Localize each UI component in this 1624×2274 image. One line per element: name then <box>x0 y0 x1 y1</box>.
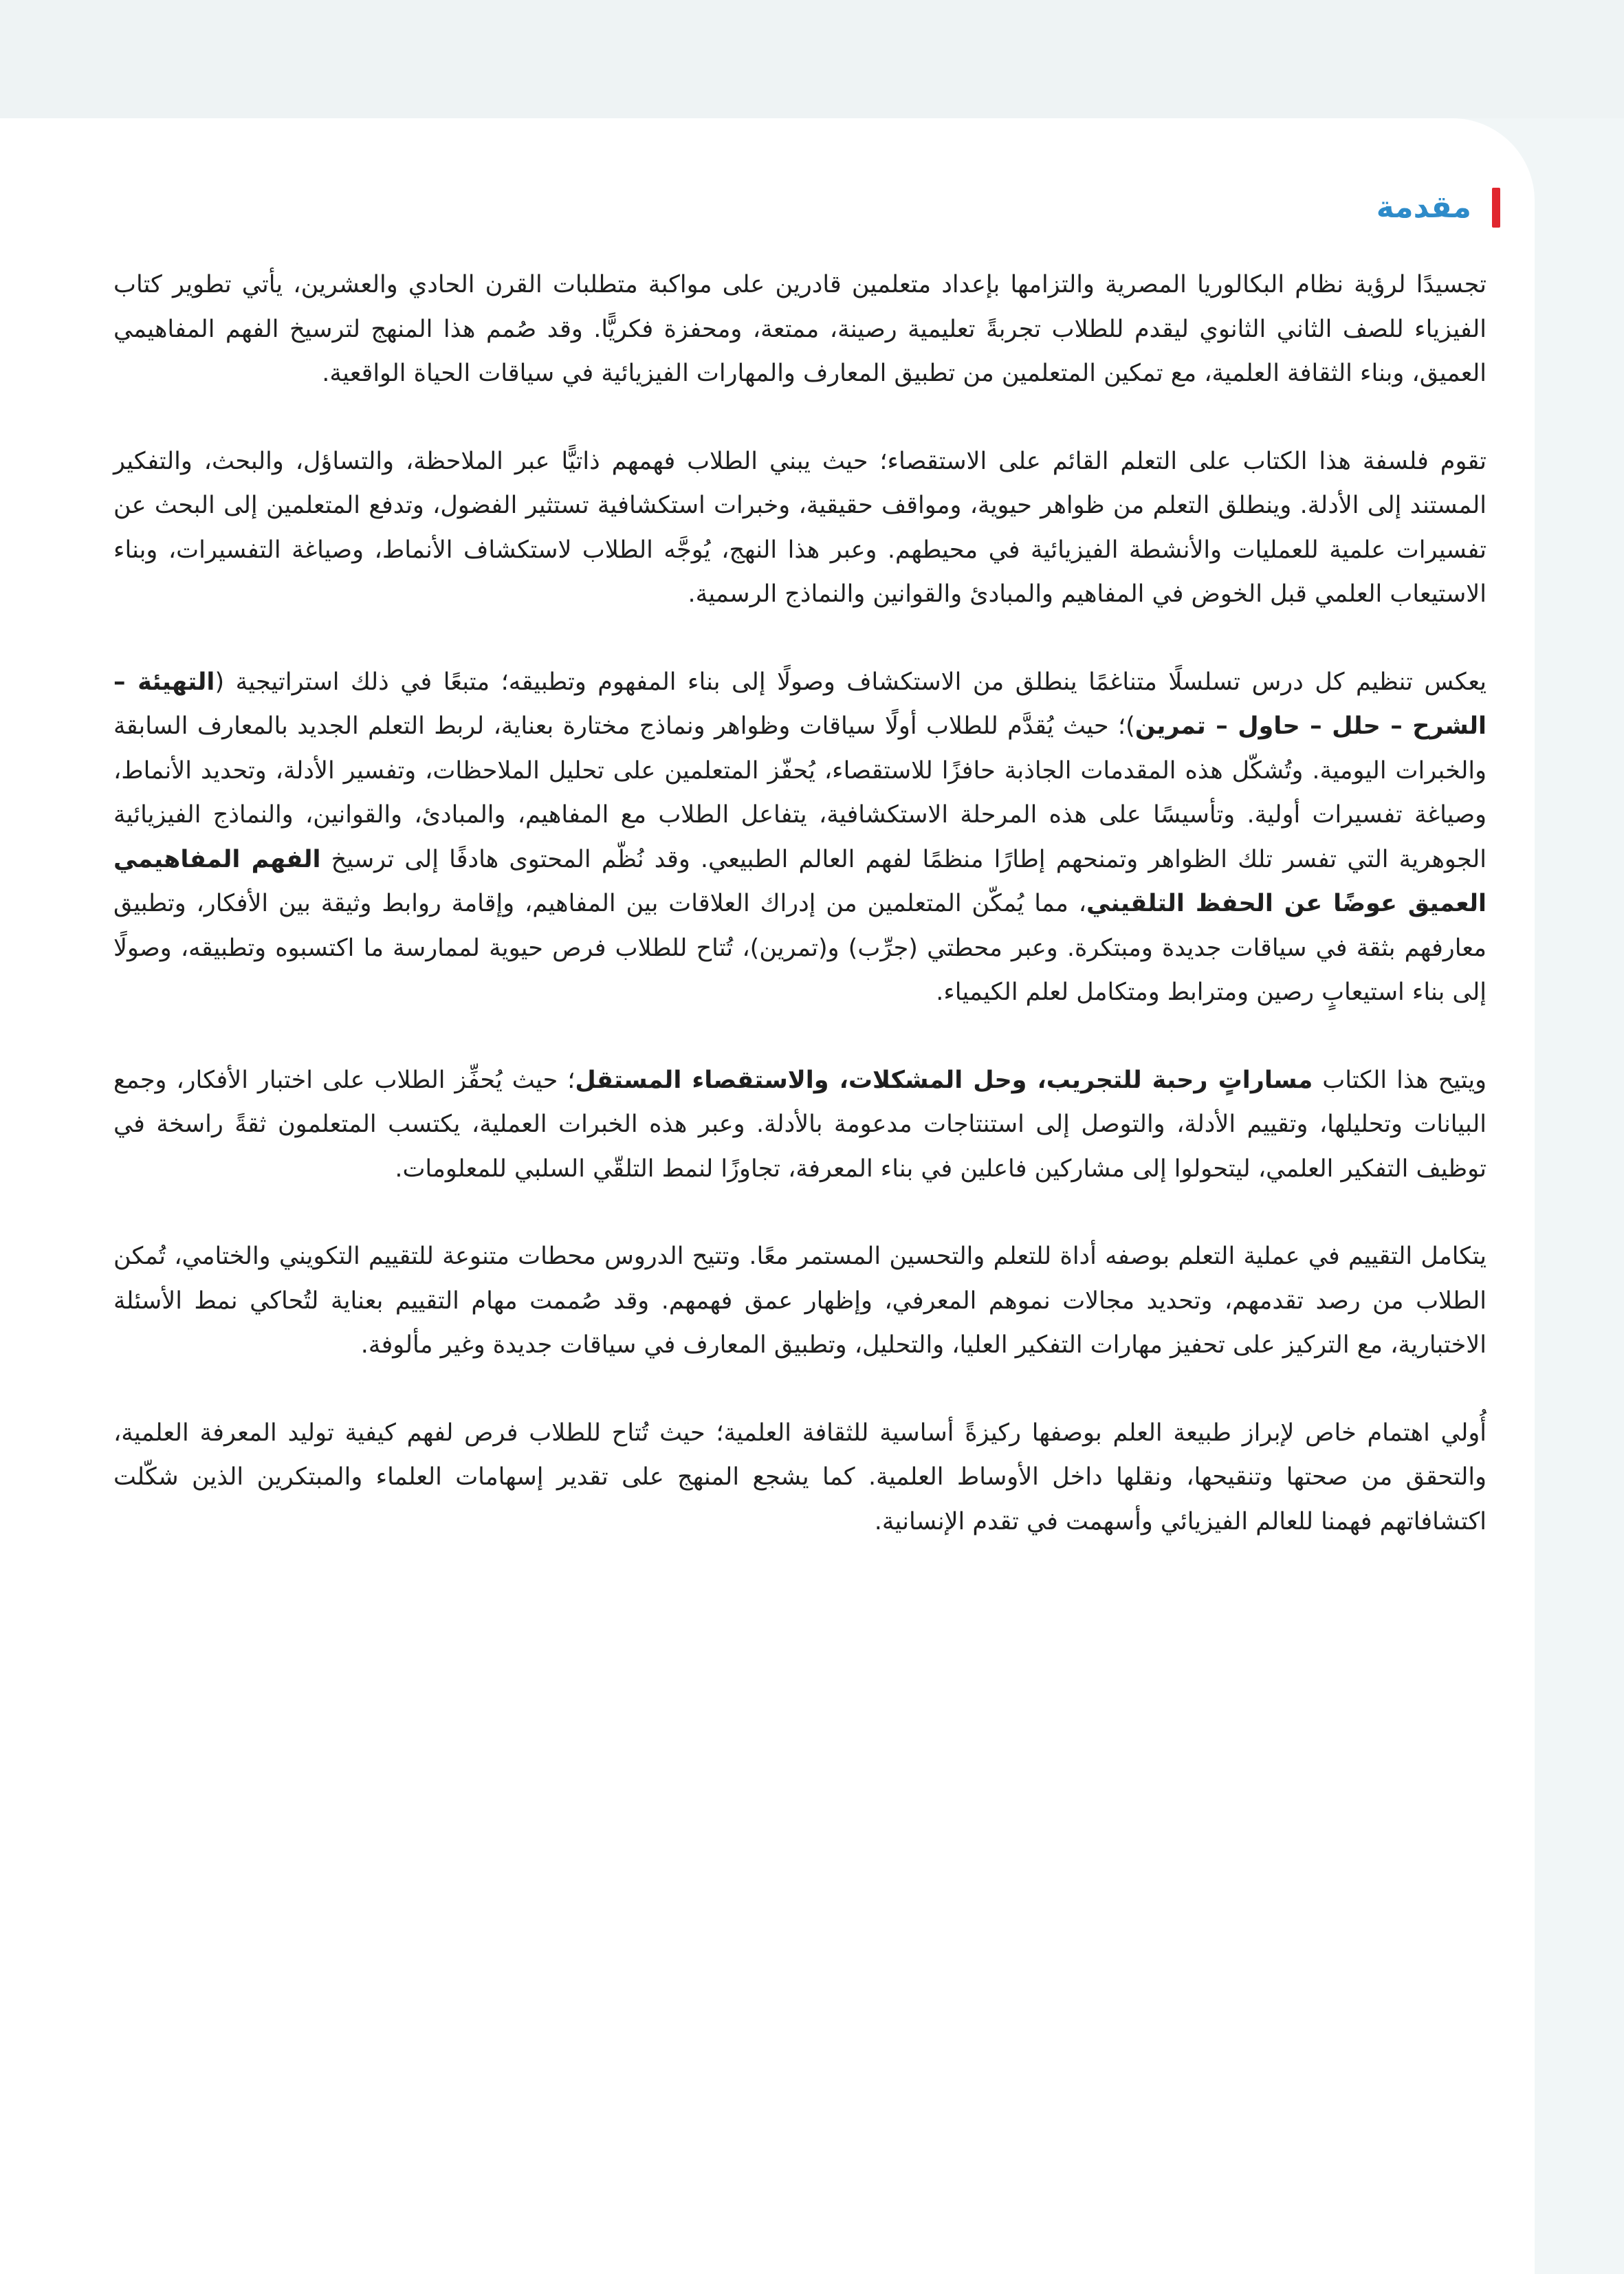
heading-accent-bar <box>1492 188 1500 228</box>
section-heading <box>1376 187 1500 228</box>
experimentation-emphasis: مساراتٍ رحبة للتجريب، وحل المشكلات، والاستقصاء المستقل <box>575 1066 1313 1094</box>
top-band <box>0 0 1624 118</box>
page-title: مقدمة <box>1376 190 1471 225</box>
paragraph-experimentation <box>113 1058 1486 1192</box>
experimentation-text-1: ويتيح هذا الكتاب <box>1313 1066 1486 1094</box>
lesson-structure-text-1: يعكس تنظيم كل درس تسلسلًا متناغمًا ينطلق من الاستكشاف وصولًا إلى بناء المفهوم وتطبيقه؛ متبعًا في ذلك استراتيجية ( <box>215 668 1486 696</box>
deep-understanding-emphasis: الفهم المفاهيمي العميق عوضًا عن الحفظ التلقيني <box>113 845 1487 917</box>
intro-content <box>113 263 1486 1587</box>
paragraph-nature-of-science: أُولي اهتمام خاص لإبراز طبيعة العلم بوصفها ركيزةً أساسية للثقافة العلمية؛ حيث تُتاح للطلاب فرص لفهم كيفية توليد المعرفة العلمية، والتحقق من صحتها وتنقيحها، ونقلها داخل الأوساط العلمية. كما يشجع المنهج على تقدير إسهامات العلماء والمبتكرين الذين شكّلت اكتشافاتهم فهمنا للعالم الفيزيائي وأسهمت في تقدم الإنسانية. <box>113 1419 1486 1535</box>
lesson-strategy-steps: التهيئة – الشرح – حلل – حاول – تمرين <box>113 668 1486 740</box>
paragraph-lesson-structure <box>113 660 1486 1015</box>
paragraph-inquiry-philosophy: تقوم فلسفة هذا الكتاب على التعلم القائم على الاستقصاء؛ حيث يبني الطلاب فهمهم ذاتيًّا عبر الملاحظة، والتساؤل، والبحث، والتفكير المستند إلى الأدلة. وينطلق التعلم من ظواهر حيوية، ومواقف حقيقية، وخبرات استكشافية تستثير الفضول، وتدفع المتعلمين إلى البحث عن تفسيرات علمية للعمليات والأنشطة الفيزيائية في محيطهم. وعبر هذا النهج، يُوجَّه الطلاب لاستكشاف الأنماط، وصياغة التفسيرات، وبناء الاستيعاب العلمي قبل الخوض في المفاهيم والمبادئ والقوانين والنماذج الرسمية. <box>113 447 1486 608</box>
experimentation-text-2: ؛ حيث يُحفِّز الطلاب على اختبار الأفكار، وجمع البيانات وتحليلها، وتقييم الأدلة، والتوصل إلى استنتاجات مدعومة بالأدلة. وعبر هذه الخبرات العملية، يكتسب المتعلمون ثقةً راسخة في توظيف التفكير العلمي، ليتحولوا إلى مشاركين فاعلين في بناء المعرفة، تجاوزًا لنمط التلقّي السلبي للمعلومات. <box>113 1066 1486 1183</box>
paragraph-vision: تجسيدًا لرؤية نظام البكالوريا المصرية والتزامها بإعداد متعلمين قادرين على مواكبة متطلبات القرن الحادي والعشرين، يأتي تطوير كتاب الفيزياء للصف الثاني الثانوي ليقدم للطلاب تجربةً تعليمية رصينة، ممتعة، ومحفزة فكريًّا. وقد صُمم هذا المنهج لترسيخ الفهم المفاهيمي العميق، وبناء الثقافة العلمية، مع تمكين المتعلمين من تطبيق المعارف والمهارات الفيزيائية في سياقات الحياة الواقعية. <box>113 271 1486 387</box>
lesson-structure-text-2: )؛ حيث يُقدَّم للطلاب أولًا سياقات وظواهر ونماذج مختارة بعناية، لربط التعلم الجديد بالمعارف السابقة والخبرات اليومية. وتُشكّل هذه المقدمات الجاذبة حافزًا للاستقصاء، يُحفّز المتعلمين على تحليل الملاحظات، وتفسير الأدلة، وتحديد الأنماط، وصياغة تفسيرات أولية. وتأسيسًا على هذه المرحلة الاستكشافية، يتفاعل الطلاب مع المفاهيم، والمبادئ، والقوانين، والنماذج الفيزيائية الجوهرية التي تفسر تلك الظواهر وتمنحهم إطارًا منظمًا لفهم العالم الطبيعي. وقد نُظّم المحتوى هادفًا إلى ترسيخ <box>113 712 1486 873</box>
lesson-structure-text-3: ، مما يُمكّن المتعلمين من إدراك العلاقات بين المفاهيم، وإقامة روابط وثيقة بين الأفكار، وتطبيق معارفهم بثقة في سياقات جديدة ومبتكرة. وعبر محطتي (جرِّب) و(تمرين)، تُتاح للطلاب فرص حيوية لممارسة ما اكتسبوه وتطبيقه، وصولًا إلى بناء استيعابٍ رصين ومترابط ومتكامل لعلم الكيمياء. <box>113 890 1486 1006</box>
paragraph-assessment: يتكامل التقييم في عملية التعلم بوصفه أداة للتعلم والتحسين المستمر معًا. وتتيح الدروس محطات متنوعة للتقييم التكويني والختامي، تُمكن الطلاب من رصد تقدمهم، وتحديد مجالات نموهم المعرفي، وإظهار عمق فهمهم. وقد صُممت مهام التقييم بعناية لتُحاكي نمط الأسئلة الاختبارية، مع التركيز على تحفيز مهارات التفكير العليا، والتحليل، وتطبيق المعارف في سياقات جديدة وغير مألوفة. <box>113 1243 1486 1359</box>
